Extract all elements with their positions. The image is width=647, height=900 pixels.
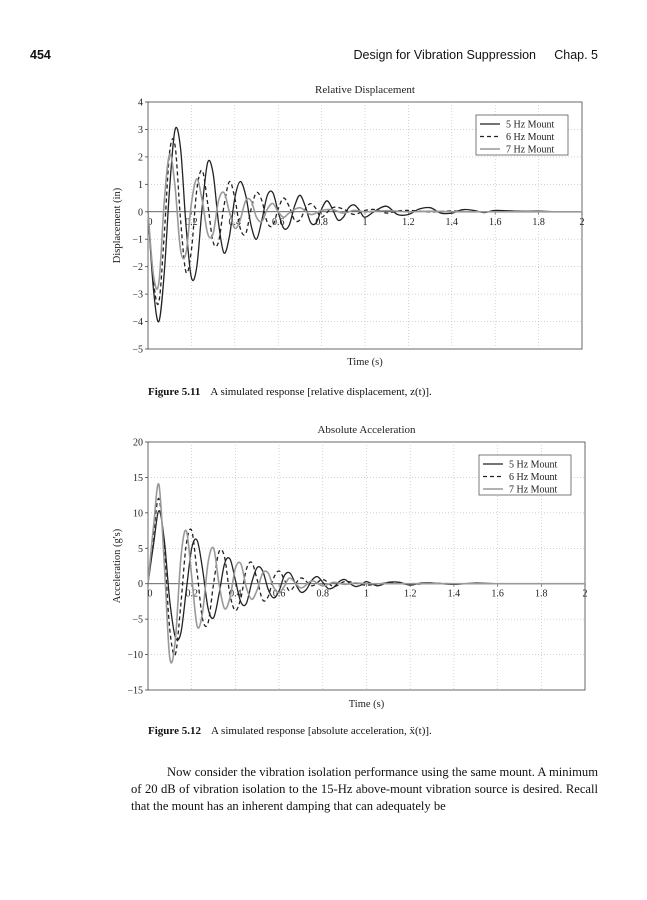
x-tick-label: 1.4 [447, 588, 461, 600]
x-tick-label: 1.8 [535, 588, 548, 600]
y-tick-label: 1 [138, 179, 143, 191]
absolute-acceleration-chart [0, 420, 647, 715]
series-line-5-hz-mount [148, 511, 585, 640]
x-tick-label: 0.8 [316, 588, 330, 600]
x-tick-label: 0.6 [272, 588, 286, 600]
y-tick-label: 15 [133, 472, 143, 484]
x-tick-label: 0.4 [228, 216, 242, 228]
y-axis-label: Acceleration (g's) [112, 528, 123, 604]
x-tick-label: 1.4 [445, 216, 459, 228]
legend-label: 6 Hz Mount [509, 472, 558, 483]
page-number: 454 [30, 48, 51, 62]
legend-label: 5 Hz Mount [506, 119, 555, 131]
chart-title: Absolute Acceleration [317, 424, 416, 436]
y-axis-label: Displacement (in) [112, 187, 123, 264]
x-tick-label: 1.2 [402, 216, 415, 228]
legend-label: 5 Hz Mount [509, 459, 558, 471]
legend-label: 7 Hz Mount [506, 144, 555, 156]
y-tick-label: −15 [127, 685, 143, 697]
y-tick-label: 0 [138, 579, 143, 591]
x-axis-label: Time (s) [347, 357, 383, 368]
x-tick-label: 2 [582, 588, 588, 600]
x-tick-label: 0 [147, 216, 153, 228]
y-tick-label: 3 [138, 124, 143, 136]
page-header [30, 48, 598, 68]
x-tick-label: 1 [362, 216, 368, 228]
y-tick-label: 10 [133, 508, 143, 520]
running-title: Design for Vibration Suppression [353, 48, 536, 62]
y-tick-label: −5 [132, 344, 143, 356]
y-tick-label: 2 [138, 152, 143, 164]
figure-caption-text: A simulated response [absolute acceleration, ẍ(t)]. [210, 725, 432, 737]
x-tick-label: 1 [364, 588, 369, 600]
chapter-label: Chap. 5 [554, 48, 598, 62]
legend-label: 6 Hz Mount [506, 132, 555, 143]
x-tick-label: 0.6 [271, 216, 285, 228]
chart-title: Relative Displacement [315, 84, 415, 96]
y-tick-label: 0 [138, 207, 143, 219]
x-tick-label: 0.2 [185, 588, 198, 600]
figure-label: Figure 5.11 [148, 386, 201, 398]
x-tick-label: 2 [579, 216, 585, 228]
y-tick-label: −5 [132, 614, 143, 626]
x-tick-label: 1.2 [403, 588, 417, 600]
figure-5-11-caption [148, 386, 432, 398]
y-tick-label: −1 [132, 234, 143, 246]
x-tick-label: 1.8 [532, 216, 545, 228]
relative-displacement-chart [0, 80, 647, 375]
x-tick-label: 0.2 [185, 216, 198, 228]
y-tick-label: 4 [138, 97, 143, 109]
x-tick-label: 1.6 [491, 588, 504, 600]
figure-caption-text: A simulated response [relative displacement, z(t)]. [210, 386, 432, 398]
x-axis-label: Time (s) [348, 699, 385, 710]
y-tick-label: −3 [132, 289, 143, 301]
series-line-7-hz-mount [148, 484, 585, 663]
legend-label: 7 Hz Mount [509, 484, 558, 496]
y-tick-label: 20 [133, 437, 143, 449]
x-tick-label: 0.4 [229, 588, 242, 600]
x-tick-label: 1.6 [488, 216, 502, 228]
y-tick-label: −10 [127, 650, 143, 662]
y-tick-label: 5 [138, 543, 143, 555]
figure-label: Figure 5.12 [148, 725, 201, 737]
x-tick-label: 0 [147, 588, 153, 600]
body-paragraph: Now consider the vibration isolation performance using the same mount. A minimum of 20 dB of vibration isolation to the 15-Hz above-mount vibration source is desired. Recall that the mount has an inherent damping that can adequately be [131, 765, 598, 813]
y-tick-label: −4 [132, 317, 143, 329]
x-tick-label: 0.8 [315, 216, 328, 228]
figure-5-12-caption [148, 725, 432, 737]
y-tick-label: −2 [132, 262, 143, 274]
